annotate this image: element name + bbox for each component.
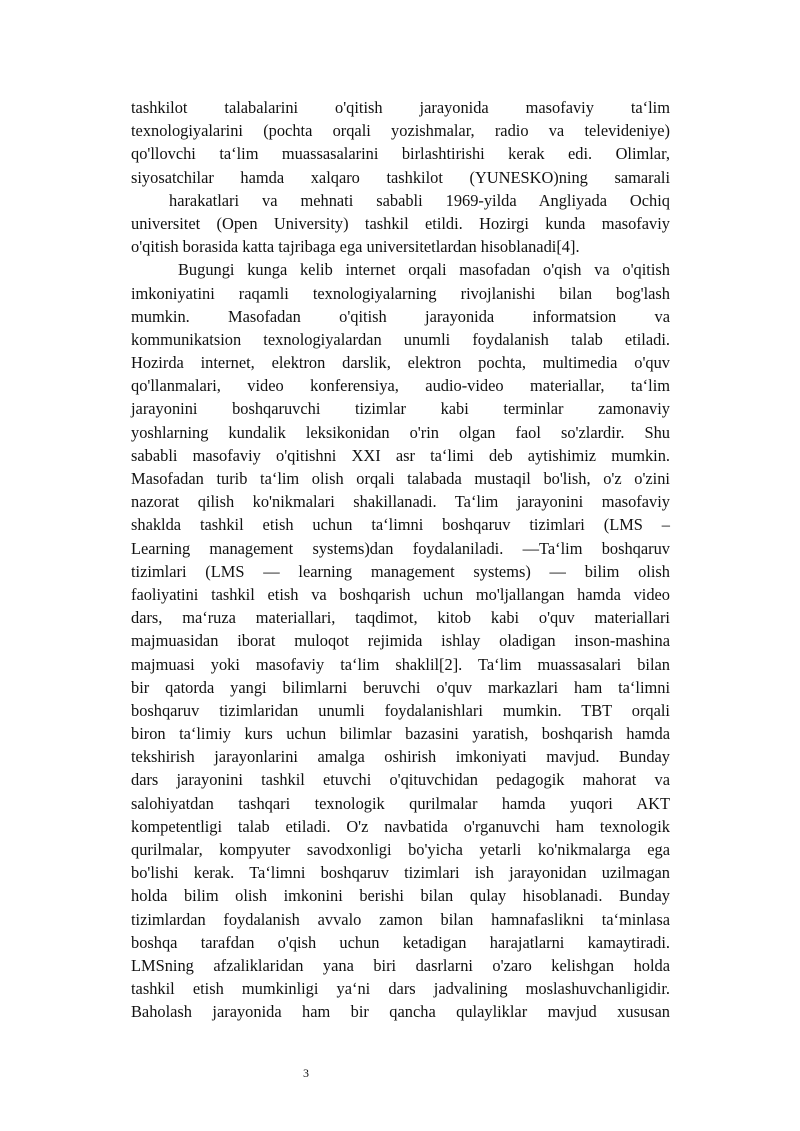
text-line: harakatlari va mehnati sababli 1969-yilda Angliyada Ochiq — [169, 190, 670, 210]
text-line: imkoniyatini raqamli texnologiyalarning rivojlanishi bilan bog'lash — [131, 283, 670, 303]
text-line: tekshirish jarayonlarini amalga oshirish imkoniyati mavjud. Bunday — [131, 747, 670, 767]
text-line: dars, ma‘ruza materiallari, taqdimot, kitob kabi o'quv materiallari — [131, 608, 670, 628]
text-line: tizimlardan foydalanish avvalo zamon bilan hamnafaslikni ta‘minlasa — [131, 909, 670, 929]
page-number: 3 — [303, 1066, 309, 1080]
text-line: majmuasi yoki masofaviy ta‘lim shaklil[2]. Ta‘lim muassasalari bilan — [131, 654, 670, 674]
paragraph-2 — [131, 258, 670, 1023]
text-line: yoshlarning kundalik leksikonidan o'rin olgan faol so'zlardir. Shu — [131, 422, 670, 442]
text-line: siyosatchilar hamda xalqaro tashkilot (YUNESKO)ning samarali — [131, 167, 670, 187]
text-line: salohiyatdan tashqari texnologik qurilmalar hamda yuqori AKT — [131, 793, 670, 813]
text-line: jarayonini boshqaruvchi tizimlar kabi terminlar zamonaviy — [131, 399, 670, 419]
text-line: qurilmalar, kompyuter savodxonligi bo'yicha yetarli ko'nikmalarga ega — [131, 840, 670, 859]
text-line: shaklda tashkil etish uchun ta‘limni boshqaruv tizimlari (LMS – — [131, 515, 670, 535]
text-line: kompetentligi talab etiladi. O'z navbatida o'rganuvchi ham texnologik — [131, 816, 670, 836]
text-line: qo'llovchi ta‘lim muassasalarini birlashtirishi kerak edi. Olimlar, — [131, 144, 670, 164]
text-line: majmuasidan iborat muloqot rejimida ishlay oladigan inson-mashina — [131, 631, 670, 651]
text-line: Baholash jarayonida ham bir qancha qulayliklar mavjud xususan — [131, 1002, 670, 1022]
text-line: LMSning afzaliklaridan yana biri dasrlarni o'zaro kelishgan holda — [131, 955, 670, 975]
text-line: bir qatorda yangi bilimlarni beruvchi o'quv markazlari ham ta‘limni — [131, 677, 670, 697]
paragraph-1 — [131, 96, 670, 258]
text-line: texnologiyalarini (pochta orqali yozishmalar, radio va televideniye) — [131, 121, 670, 141]
text-line: boshqaruv tizimlaridan unumli foydalanishlari mumkin. TBT orqali — [131, 700, 670, 720]
text-line: nazorat qilish ko'nikmalari shakillanadi. Ta‘lim jarayonini masofaviy — [131, 492, 670, 512]
text-line: tizimlari (LMS — learning management systems) — bilim olish — [131, 561, 670, 581]
text-line: Hozirda internet, elektron darslik, elektron pochta, multimedia o'quv — [131, 353, 670, 373]
text-line: dars jarayonini tashkil etuvchi o'qituvchidan pedagogik mahorat va — [131, 770, 670, 790]
text-line: holda bilim olish imkonini berishi bilan qulay hisoblanadi. Bunday — [131, 886, 670, 906]
text-line: Bugungi kunga kelib internet orqali masofadan o'qish va o'qitish — [178, 260, 670, 280]
text-line: mumkin. Masofadan o'qitish jarayonida informatsion va — [131, 306, 670, 326]
text-line: sababli masofaviy o'qitishni XXI asr ta‘limi deb aytishimiz mumkin. — [131, 445, 670, 465]
text-line: tashkil etish mumkinligi ya‘ni dars jadvalining moslashuvchanligidir. — [131, 979, 670, 999]
text-line: biron ta‘limiy kurs uchun bilimlar bazasini yaratish, boshqarish hamda — [131, 724, 670, 744]
text-line: boshqa tarafdan o'qish uchun ketadigan harajatlarni kamaytiradi. — [131, 932, 670, 952]
text-line: tashkilot talabalarini o'qitish jarayonida masofaviy ta‘lim — [131, 98, 670, 117]
text-line: bo'lishi kerak. Ta‘limni boshqaruv tizimlari ish jarayonidan uzilmagan — [131, 863, 670, 883]
text-line: Masofadan turib ta‘lim olish orqali talabada mustaqil bo'lish, o'z o'zini — [131, 469, 670, 488]
text-line: kommunikatsion texnologiyalardan unumli foydalanish talab etiladi. — [131, 329, 670, 349]
text-line: o'qitish borasida katta tajribaga ega universitetlardan hisoblanadi[4]. — [131, 237, 580, 257]
document-body — [131, 96, 670, 1024]
text-line: universitet (Open University) tashkil etildi. Hozirgi kunda masofaviy — [131, 213, 670, 233]
text-line: Learning management systems)dan foydalaniladi. ―Ta‘lim boshqaruv — [131, 538, 670, 558]
text-line: qo'llanmalari, video konferensiya, audio-video materiallar, ta‘lim — [131, 376, 670, 396]
text-line: faoliyatini tashkil etish va boshqarish uchun mo'ljallangan hamda video — [131, 584, 670, 604]
